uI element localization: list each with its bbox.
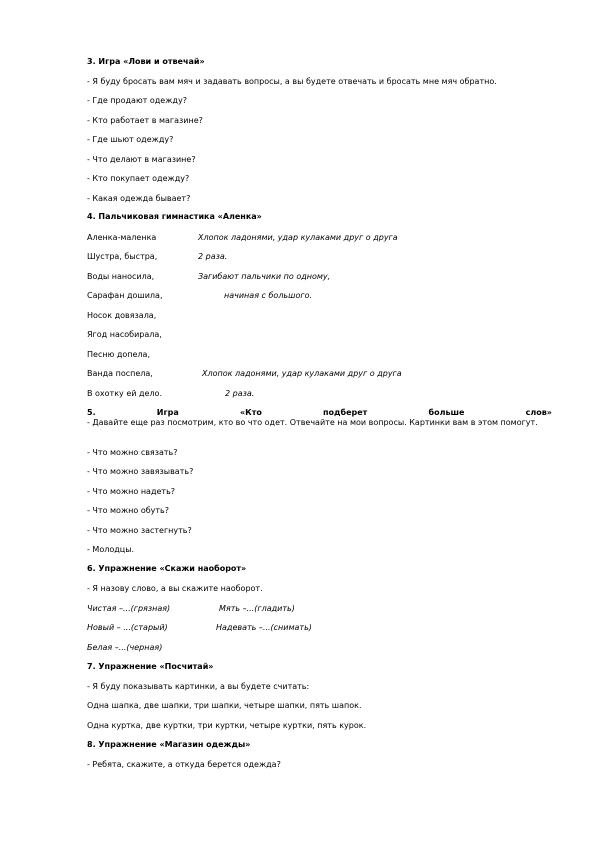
- antonym-pair: Новый – ...(старый): [87, 623, 168, 632]
- question-line: - Где шьют одежду?: [87, 135, 174, 144]
- question-line: - Ребята, скажите, а откуда берется одежда?: [87, 760, 281, 769]
- question-line: - Что можно надеть?: [87, 487, 176, 496]
- poem-action: начиная с большого.: [224, 291, 312, 300]
- heading-word: больше: [428, 408, 465, 417]
- poem-action: Хлопок ладонями, удар кулаками друг о друга: [202, 369, 402, 378]
- question-line: - Что делают в магазине?: [87, 155, 196, 164]
- question-line: - Кто работает в магазине?: [87, 116, 203, 125]
- section-3-heading: 3. Игра «Лови и отвечай»: [87, 57, 205, 66]
- antonym-pair: Белая –...(черная): [87, 643, 163, 652]
- poem-action: 2 раза.: [198, 252, 228, 261]
- poem-line: Ванда поспела,: [87, 369, 153, 378]
- antonym-pair: Чистая –...(грязная): [87, 604, 171, 613]
- instruction-text: - Я буду бросать вам мяч и задавать вопросы, а вы будете отвечать и бросать мне мяч обратно.: [87, 77, 497, 86]
- question-line: - Что можно обуть?: [87, 506, 169, 515]
- poem-line: Ягод насобирала,: [87, 330, 162, 339]
- instruction-text: - Давайте еще раз посмотрим, кто во что одет. Отвечайте на мои вопросы. Картинки вам в этом помогут.: [87, 418, 538, 427]
- question-line: - Какая одежда бывает?: [87, 194, 191, 203]
- heading-word: подберет: [323, 408, 368, 417]
- section-6-heading: 6. Упражнение «Скажи наоборот»: [87, 564, 247, 573]
- heading-word: слов»: [525, 408, 552, 417]
- instruction-text: - Я буду показывать картинки, а вы будете считать:: [87, 682, 310, 691]
- poem-line: В охотку ей дело.: [87, 389, 162, 398]
- antonym-pair: Надевать –...(снимать): [216, 623, 312, 632]
- poem-line: Сарафан дошила,: [87, 291, 163, 300]
- poem-line: Носок довязала,: [87, 311, 157, 320]
- section-8-heading: 8. Упражнение «Магазин одежды»: [87, 740, 251, 749]
- instruction-text: - Я назову слово, а вы скажите наоборот.: [87, 584, 263, 593]
- praise-line: - Молодцы.: [87, 545, 135, 554]
- antonym-pair: Мять –...(гладить): [219, 604, 295, 613]
- heading-word: «Кто: [239, 408, 262, 417]
- poem-action: 2 раза.: [225, 389, 255, 398]
- poem-line: Аленка-маленка: [87, 233, 157, 242]
- section-4-heading: 4. Пальчиковая гимнастика «Аленка»: [87, 212, 262, 221]
- counting-line: Одна куртка, две куртки, три куртки, четыре куртки, пять курок.: [87, 721, 367, 730]
- question-line: - Где продают одежду?: [87, 96, 187, 105]
- question-line: - Что можно связать?: [87, 448, 178, 457]
- question-line: - Что можно застегнуть?: [87, 526, 192, 535]
- poem-action: Хлопок ладонями, удар кулаками друг о друга: [198, 233, 398, 242]
- poem-line: Шустра, быстра,: [87, 252, 158, 261]
- counting-line: Одна шапка, две шапки, три шапки, четыре шапки, пять шапок.: [87, 701, 362, 710]
- question-line: - Что можно завязывать?: [87, 467, 194, 476]
- poem-line: Песню допела,: [87, 350, 150, 359]
- question-line: - Кто покупает одежду?: [87, 174, 190, 183]
- heading-word: 5.: [87, 408, 96, 417]
- section-5-heading: [87, 408, 552, 418]
- section-7-heading: 7. Упражнение «Посчитай»: [87, 662, 214, 671]
- poem-line: Воды наносила,: [87, 272, 155, 281]
- poem-action: Загибают пальчики по одному,: [198, 272, 331, 281]
- heading-word: Игра: [156, 408, 179, 417]
